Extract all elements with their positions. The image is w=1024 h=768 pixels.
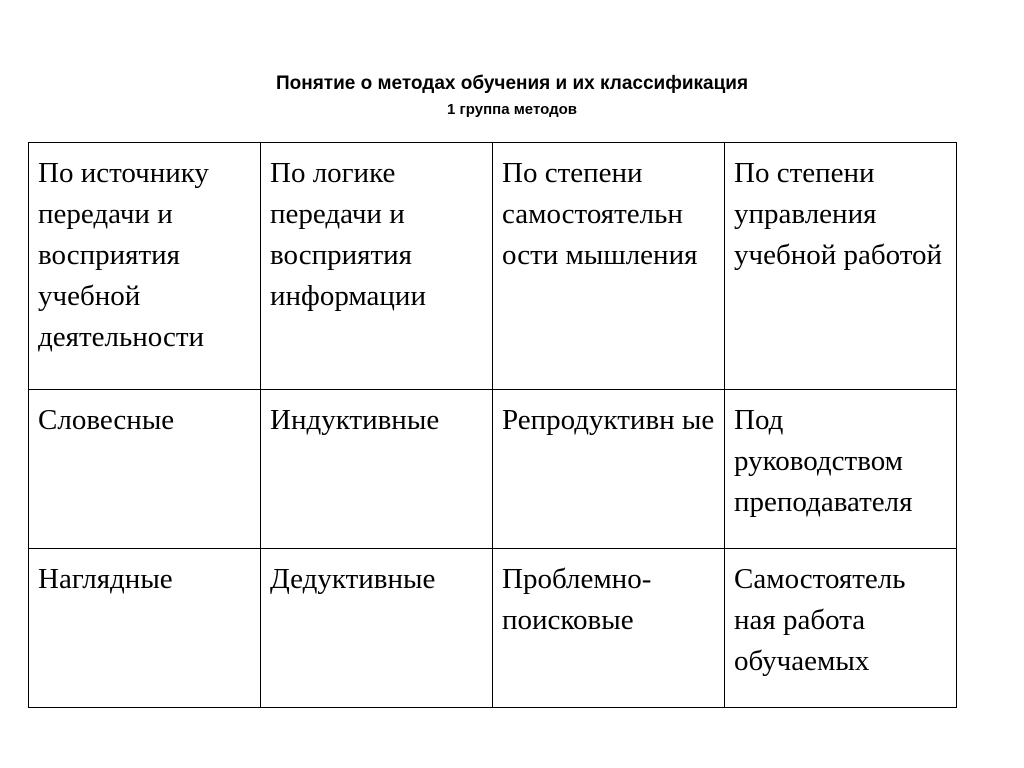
table-header-cell: По степени самостоятельн ости мышления [493,143,725,390]
table-header-cell: По логике передачи и восприятия информации [261,143,493,390]
table-cell: Репродуктивн ые [493,390,725,549]
table-header-cell: По источнику передачи и восприятия учебной деятельности [29,143,261,390]
table-header-row [29,143,957,390]
table-cell: Индуктивные [261,390,493,549]
table-cell: Наглядные [29,549,261,708]
table-cell: Словесные [29,390,261,549]
table-cell: Проблемно-поисковые [493,549,725,708]
table-cell: Самостоятель ная работа обучаемых [725,549,957,708]
page-subtitle: 1 группа методов [447,101,577,118]
table-header-cell: По степени управления учебной работой [725,143,957,390]
table-row [29,549,957,708]
table-cell: Под руководством преподавателя [725,390,957,549]
methods-table [28,142,957,708]
table-cell: Дедуктивные [261,549,493,708]
page-title: Понятие о методах обучения и их классификация [275,73,749,94]
table-row [29,390,957,549]
